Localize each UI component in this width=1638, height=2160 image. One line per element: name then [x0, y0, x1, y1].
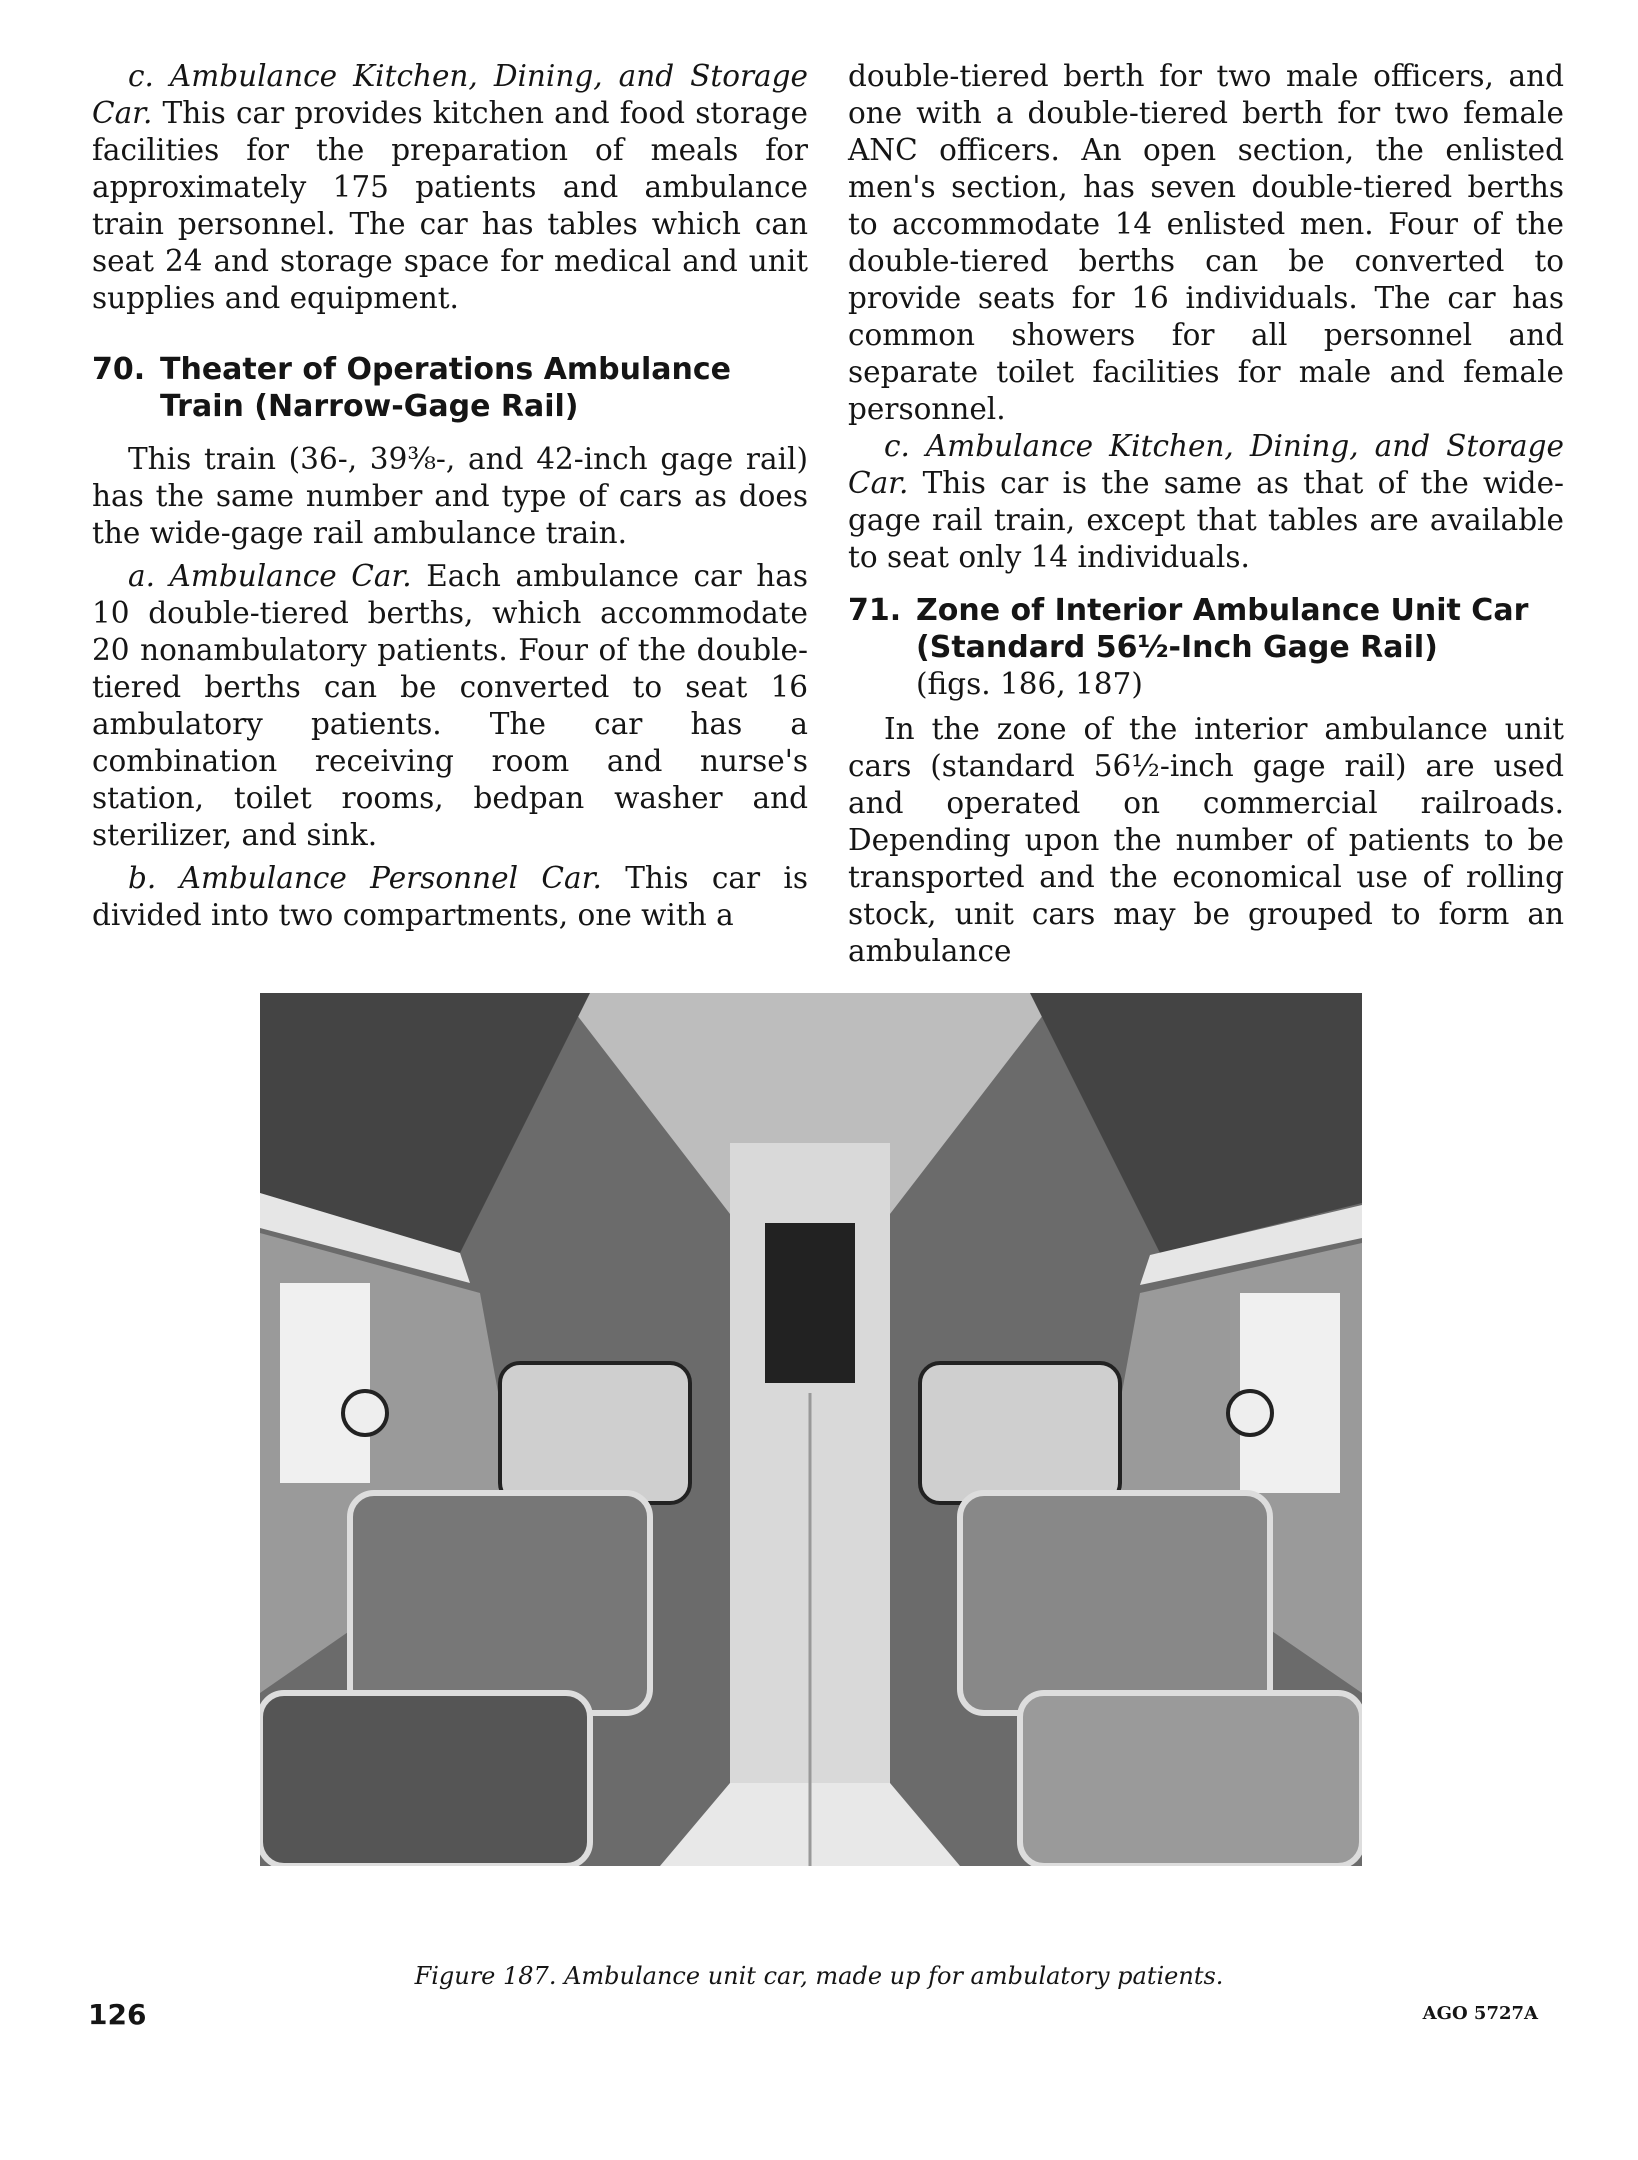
section-title: Zone of Interior Ambulance Unit Car (Standard 56½-Inch Gage Rail) [916, 593, 1529, 665]
paragraph-text: This car provides kitchen and food storage facilities for the preparation of meals for approximately 175 patients and ambulance train personnel. The car has tables which can seat 24 and storage space for medical and unit supplies and equipment. [92, 96, 808, 315]
section-number: 71. [848, 593, 902, 628]
item-label: b. Ambulance Personnel Car. [128, 861, 602, 895]
section-title: Theater of Operations Ambulance Train (Narrow-Gage Rail) [160, 352, 732, 424]
figure-reference: (figs. 186, 187) [916, 667, 1143, 701]
item-label: a. Ambulance Car. [128, 559, 412, 593]
paragraph-train-intro: This train (36-, 39⅜-, and 42-inch gage rail) has the same number and type of cars as does the wide-gage rail ambulance train. [92, 442, 808, 550]
left-column [92, 58, 808, 934]
right-column [848, 58, 1564, 970]
paragraph-text: Each ambulance car has 10 double-tiered berths, which accommodate 20 nonambulatory patients. Four of the double-tiered berths can be converted to seat 16 ambulatory patients. The car has a combination receiving room and nurse's station, toilet rooms, bedpan washer and sterilizer, and sink. [92, 559, 808, 852]
paragraph-unit-car: In the zone of the interior ambulance unit cars (standard 56½-inch gage rail) are used and operated on commercial railroads. Depending upon the number of patients to be transported and the economical use of rolling stock, unit cars may be grouped to form an ambulance [848, 712, 1564, 968]
figure-caption: Figure 187. Ambulance unit car, made up for ambulatory patients. [414, 1962, 1224, 1990]
paragraph-text: This car is divided into two compartments, one with a [92, 861, 808, 932]
paragraph-personnel-car-cont: double-tiered berth for two male officers, and one with a double-tiered berth for two female ANC officers. An open section, the enlisted men's section, has seven double-tiered berths to accommodate 14 enlisted men. Four of the double-tiered berths can be converted to provide seats for 16 individuals. The car has common showers for all personnel and separate toilet facilities for male and female personnel. [848, 59, 1564, 426]
paragraph-personnel-car [92, 860, 808, 934]
document-code: AGO 5727A [1422, 2003, 1538, 2024]
section-heading-70 [92, 351, 808, 425]
item-label: c. Ambulance Kitchen, Dining, and Storage Car. [92, 59, 808, 130]
section-heading-71 [848, 592, 1564, 666]
paragraph-kitchen-car [92, 58, 808, 317]
item-label: c. Ambulance Kitchen, Dining, and Storage Car. [848, 429, 1564, 500]
paragraph-ambulance-car [92, 558, 808, 854]
section-number: 70. [92, 352, 146, 387]
page-number: 126 [88, 1998, 147, 2031]
paragraph-kitchen-car-narrow [848, 428, 1564, 576]
paragraph-text: This car is the same as that of the wide-gage rail train, except that tables are available to seat only 14 individuals. [848, 466, 1564, 574]
ambulance-car-interior-photo [260, 993, 1362, 1866]
